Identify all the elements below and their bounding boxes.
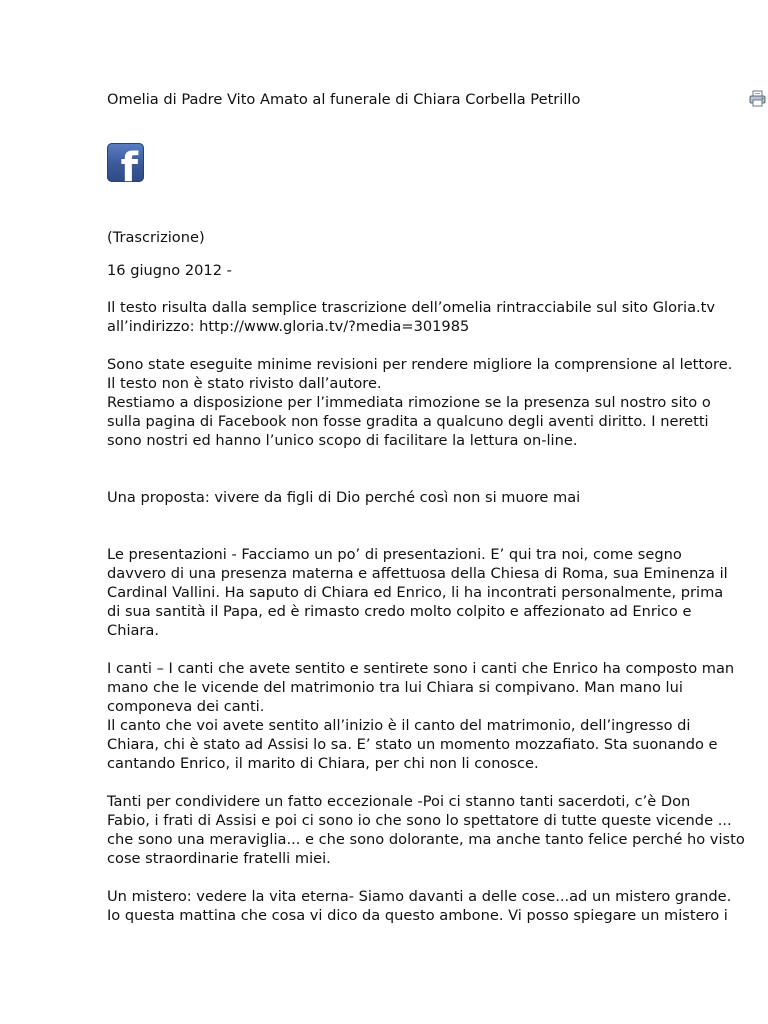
- paragraph-line: Le presentazioni - Facciamo un po’ di presentazioni. E’ qui tra noi, come segno: [107, 546, 682, 563]
- paragraph-line: cose straordinarie fratelli miei.: [107, 850, 331, 867]
- paragraph-line: Io questa mattina che cosa vi dico da questo ambone. Vi posso spiegare un mistero i: [107, 907, 728, 924]
- source-text-line: all’indirizzo: http://www.gloria.tv/?media=301985: [107, 318, 470, 335]
- paragraph-line: davvero di una presenza materna e affettuosa della Chiesa di Roma, sua Eminenza il: [107, 565, 728, 582]
- transcription-label: (Trascrizione): [107, 229, 205, 246]
- paragraph-line: I canti – I canti che avete sentito e sentirete sono i canti che Enrico ha composto man: [107, 660, 735, 677]
- source-text-line: Il testo risulta dalla semplice trascrizione dell’omelia rintracciabile sul sito Gloria.tv: [107, 299, 716, 316]
- paragraph-line: Tanti per condividere un fatto eccezionale -Poi ci stanno tanti sacerdoti, c’è Don: [107, 793, 691, 810]
- note-text-line: Sono state eseguite minime revisioni per rendere migliore la comprensione al lettore.: [107, 356, 733, 373]
- paragraph-line: cantando Enrico, il marito di Chiara, per chi non li conosce.: [107, 755, 539, 772]
- printer-icon[interactable]: [749, 90, 768, 107]
- paragraph-line: Chiara, chi è stato ad Assisi lo sa. E’ stato un momento mozzafiato. Sta suonando e: [107, 736, 718, 753]
- note-text-line: Restiamo a disposizione per l’immediata rimozione se la presenza sul nostro sito o: [107, 394, 711, 411]
- paragraph-line: mano che le vicende del matrimonio tra lui Chiara si compivano. Man mano lui: [107, 679, 683, 696]
- paragraph-line: Chiara.: [107, 622, 160, 639]
- paragraph-line: che sono una meraviglia... e che sono dolorante, ma anche tanto felice perché ho visto: [107, 831, 745, 848]
- document-title: Omelia di Padre Vito Amato al funerale di Chiara Corbella Petrillo: [107, 91, 581, 108]
- note-text-line: sono nostri ed hanno l’unico scopo di facilitare la lettura on-line.: [107, 432, 578, 449]
- paragraph-line: Il canto che voi avete sentito all’inizio è il canto del matrimonio, dell’ingresso di: [107, 717, 691, 734]
- facebook-icon-glyph: f: [120, 145, 138, 182]
- note-text-line: Il testo non è stato rivisto dall’autore.: [107, 375, 382, 392]
- paragraph-line: Cardinal Vallini. Ha saputo di Chiara ed Enrico, li ha incontrati personalmente, prima: [107, 584, 724, 601]
- paragraph-line: di sua santità il Papa, ed è rimasto credo molto colpito e affezionato ad Enrico e: [107, 603, 692, 620]
- note-text-line: sulla pagina di Facebook non fosse gradita a qualcuno degli aventi diritto. I neretti: [107, 413, 709, 430]
- paragraph-line: componeva dei canti.: [107, 698, 265, 715]
- facebook-icon[interactable]: [107, 143, 144, 182]
- homily-subtitle: Una proposta: vivere da figli di Dio perché così non si muore mai: [107, 489, 581, 506]
- document-date: 16 giugno 2012 -: [107, 262, 232, 279]
- paragraph-line: Un mistero: vedere la vita eterna- Siamo davanti a delle cose...ad un mistero grande.: [107, 888, 732, 905]
- paragraph-line: Fabio, i frati di Assisi e poi ci sono io che sono lo spettatore di tutte queste vicende ...: [107, 812, 732, 829]
